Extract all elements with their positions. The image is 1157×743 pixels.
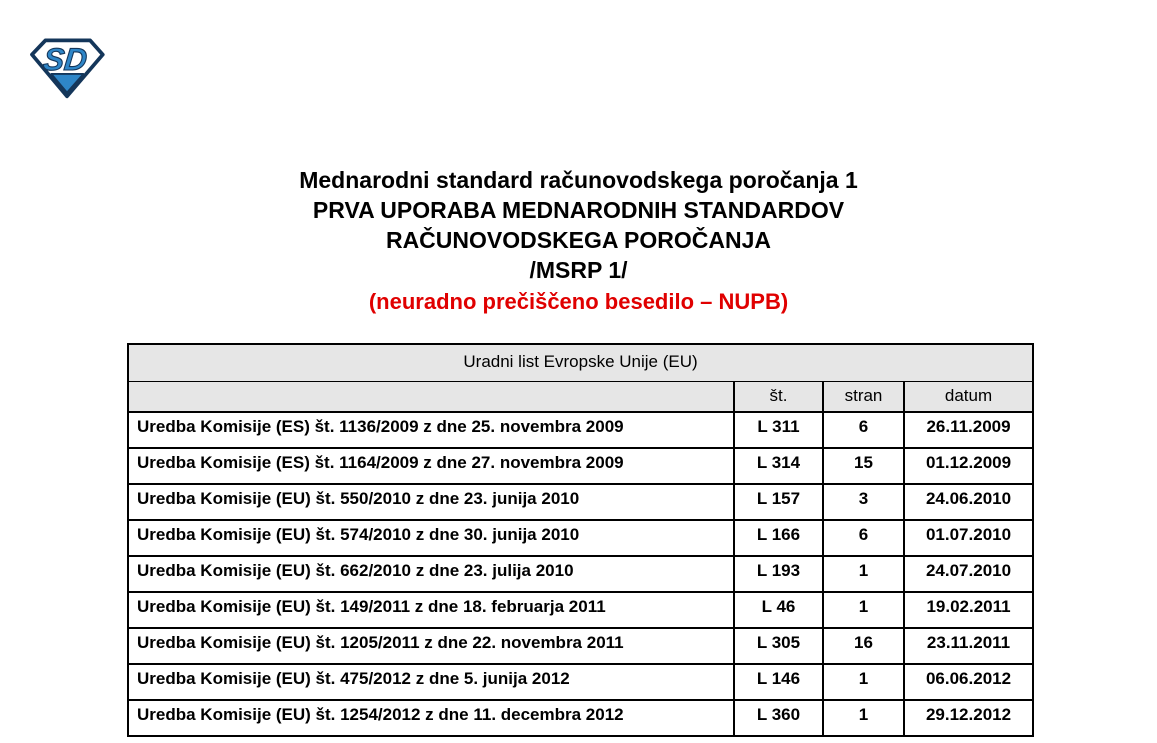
page-cell: 1 [823, 592, 904, 628]
page-cell: 6 [823, 412, 904, 448]
regulation-name-cell: Uredba Komisije (EU) št. 662/2010 z dne 23. julija 2010 [128, 556, 734, 592]
table-row [128, 664, 1033, 700]
table-row [128, 484, 1033, 520]
date-cell: 06.06.2012 [904, 664, 1033, 700]
journal-number-cell: L 157 [734, 484, 823, 520]
journal-number-cell: L 311 [734, 412, 823, 448]
title-line-2: PRVA UPORABA MEDNARODNIH STANDARDOV [312, 197, 845, 223]
col-header-empty [128, 381, 734, 412]
journal-number-cell: L 360 [734, 700, 823, 736]
regulation-name-cell: Uredba Komisije (EU) št. 574/2010 z dne 30. junija 2010 [128, 520, 734, 556]
date-cell: 29.12.2012 [904, 700, 1033, 736]
date-cell: 26.11.2009 [904, 412, 1033, 448]
page-cell: 1 [823, 700, 904, 736]
col-header-page: stran [823, 381, 904, 412]
page-cell: 16 [823, 628, 904, 664]
date-cell: 19.02.2011 [904, 592, 1033, 628]
date-cell: 23.11.2011 [904, 628, 1033, 664]
date-cell: 01.07.2010 [904, 520, 1033, 556]
table-row [128, 556, 1033, 592]
table-row [128, 412, 1033, 448]
table-row [128, 520, 1033, 556]
regulation-name-cell: Uredba Komisije (EU) št. 475/2012 z dne 5. junija 2012 [128, 664, 734, 700]
table-caption-row [128, 344, 1033, 381]
eu-journal-table [127, 343, 1034, 737]
date-cell: 01.12.2009 [904, 448, 1033, 484]
regulation-name-cell: Uredba Komisije (EU) št. 1254/2012 z dne 11. decembra 2012 [128, 700, 734, 736]
page-cell: 1 [823, 556, 904, 592]
table-row [128, 700, 1033, 736]
title-line-4: /MSRP 1/ [529, 257, 628, 283]
col-header-date: datum [904, 381, 1033, 412]
sd-shield-logo-icon [26, 34, 108, 102]
journal-number-cell: L 314 [734, 448, 823, 484]
page-cell: 3 [823, 484, 904, 520]
journal-number-cell: L 146 [734, 664, 823, 700]
journal-number-cell: L 166 [734, 520, 823, 556]
page-cell: 6 [823, 520, 904, 556]
table-row [128, 448, 1033, 484]
document-title-block [0, 165, 1157, 317]
page-cell: 1 [823, 664, 904, 700]
col-header-number: št. [734, 381, 823, 412]
regulation-name-cell: Uredba Komisije (EU) št. 149/2011 z dne 18. februarja 2011 [128, 592, 734, 628]
table-row [128, 592, 1033, 628]
title-line-1: Mednarodni standard računovodskega poročanja 1 [299, 167, 858, 193]
unofficial-text-note: (neuradno prečiščeno besedilo – NUPB) [368, 289, 789, 314]
date-cell: 24.06.2010 [904, 484, 1033, 520]
page-cell: 15 [823, 448, 904, 484]
date-cell: 24.07.2010 [904, 556, 1033, 592]
journal-number-cell: L 46 [734, 592, 823, 628]
journal-number-cell: L 305 [734, 628, 823, 664]
regulation-name-cell: Uredba Komisije (EU) št. 550/2010 z dne 23. junija 2010 [128, 484, 734, 520]
title-line-3: RAČUNOVODSKEGA POROČANJA [385, 227, 772, 253]
regulation-name-cell: Uredba Komisije (ES) št. 1136/2009 z dne 25. novembra 2009 [128, 412, 734, 448]
table-caption: Uradni list Evropske Unije (EU) [128, 344, 1033, 381]
regulation-name-cell: Uredba Komisije (ES) št. 1164/2009 z dne 27. novembra 2009 [128, 448, 734, 484]
journal-number-cell: L 193 [734, 556, 823, 592]
svg-text:SD: SD [41, 42, 89, 78]
regulation-name-cell: Uredba Komisije (EU) št. 1205/2011 z dne 22. novembra 2011 [128, 628, 734, 664]
table-row [128, 628, 1033, 664]
table-header-row [128, 381, 1033, 412]
